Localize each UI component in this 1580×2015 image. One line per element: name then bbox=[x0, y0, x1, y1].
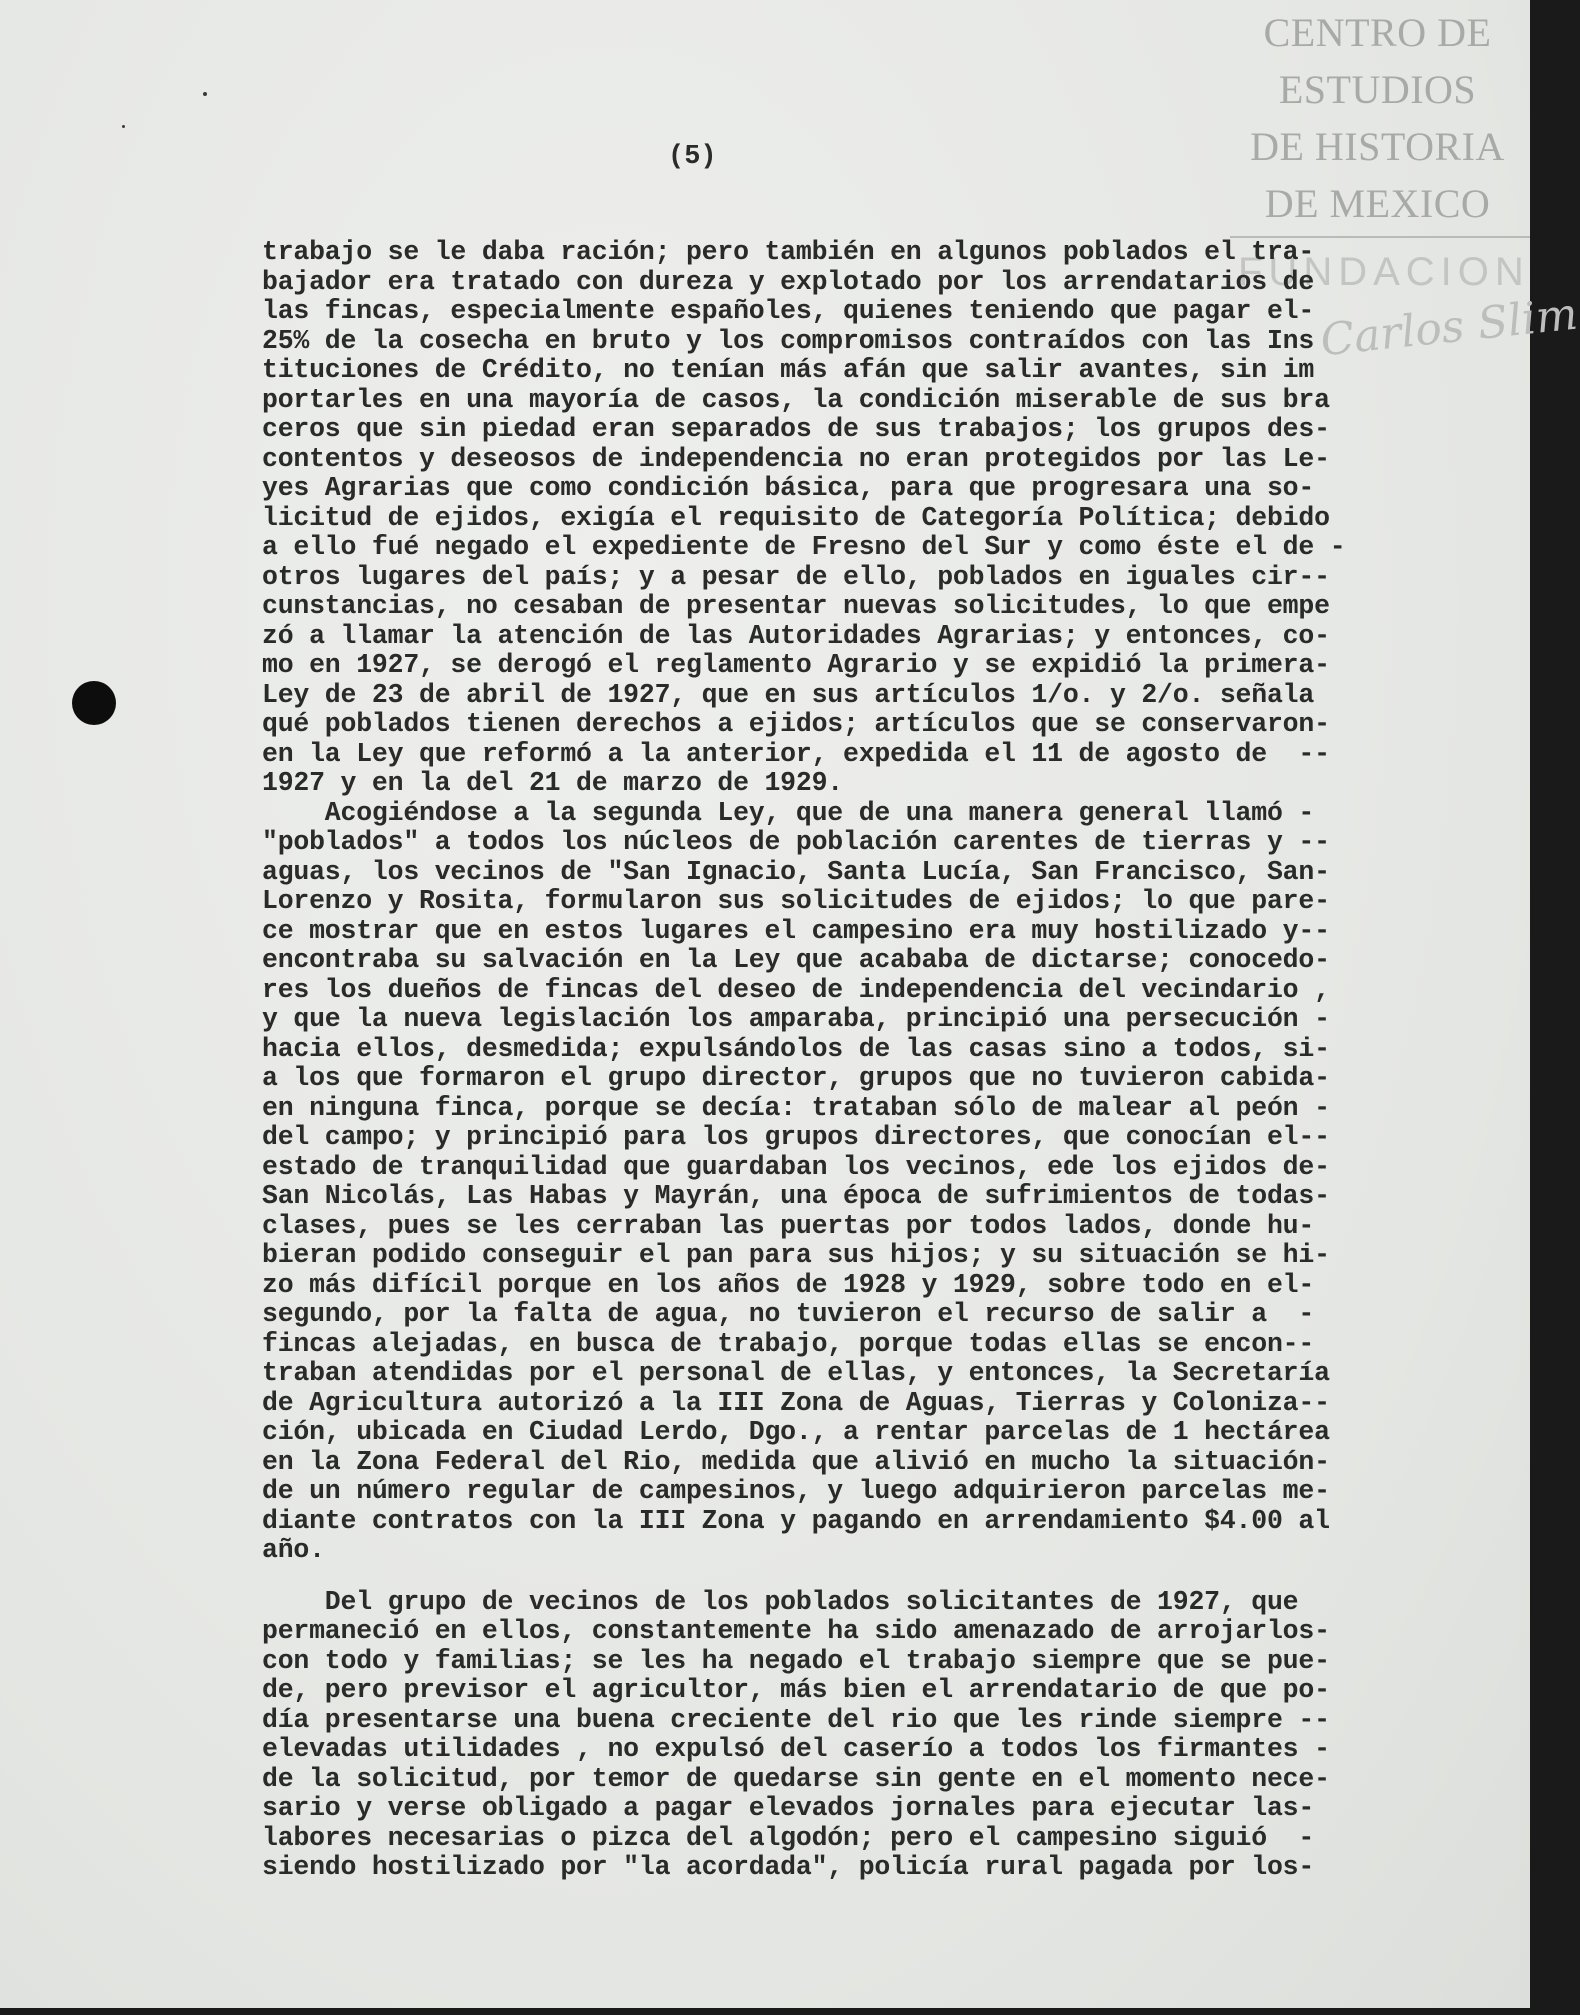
text-line: trabajo se le daba ración; pero también en algunos poblados el tra- bbox=[262, 237, 1315, 267]
watermark-line: ESTUDIOS bbox=[1278, 67, 1477, 112]
text-line: Lorenzo y Rosita, formularon sus solicitudes de ejidos; lo que pare- bbox=[262, 886, 1330, 916]
text-line: otros lugares del país; y a pesar de ello, poblados en iguales cir-- bbox=[262, 561, 1330, 592]
text-line: contentos y deseosos de independencia no eran protegidos por las Le- bbox=[262, 443, 1330, 474]
text-line: año. bbox=[262, 1535, 325, 1565]
text-line: bajador era tratado con dureza y explotado por los arrendatarios de bbox=[262, 266, 1315, 297]
watermark-signature: Carlos Slim bbox=[1318, 288, 1580, 367]
text-line: a los que formaron el grupo director, grupos que no tuvieron cabida- bbox=[262, 1063, 1330, 1093]
text-line: de, pero previsor el agricultor, más bien el arrendatario de que po- bbox=[262, 1675, 1330, 1705]
text-line: traban atendidas por el personal de ellas, y entonces, la Secretaría bbox=[262, 1358, 1330, 1388]
text-line: mo en 1927, se derogó el reglamento Agrario y se expidió la primera- bbox=[262, 650, 1330, 680]
text-line: licitud de ejidos, exigía el requisito de Categoría Política; debido bbox=[262, 502, 1330, 533]
text-line: qué poblados tienen derechos a ejidos; artículos que se conservaron- bbox=[262, 709, 1330, 739]
text-line: Acogiéndose a la segunda Ley, que de una manera general llamó - bbox=[262, 797, 1315, 828]
text-line: Ley de 23 de abril de 1927, que en sus artículos 1/o. y 2/o. señala bbox=[262, 679, 1315, 710]
paragraph bbox=[262, 238, 1494, 799]
text-line: de la solicitud, por temor de quedarse sin gente en el momento nece- bbox=[262, 1763, 1330, 1794]
text-line: de un número regular de campesinos, y luego adquirieron parcelas me- bbox=[262, 1476, 1330, 1506]
archive-watermark bbox=[1225, 4, 1530, 232]
text-line: portarles en una mayoría de casos, la condición miserable de sus bra bbox=[262, 384, 1330, 415]
paper-speck bbox=[203, 92, 207, 96]
text-line: Del grupo de vecinos de los poblados solicitantes de 1927, que bbox=[262, 1586, 1299, 1617]
watermark-foundation: FUNDACION bbox=[1238, 250, 1530, 294]
page-number: (5) bbox=[668, 142, 717, 172]
text-line: zó a llamar la atención de las Autoridades Agrarias; y entonces, co- bbox=[262, 620, 1330, 651]
text-line: ceros que sin piedad eran separados de sus trabajos; los grupos des- bbox=[262, 414, 1330, 444]
text-line: tituciones de Crédito, no tenían más afán que salir avantes, sin im bbox=[262, 355, 1315, 385]
text-line: de Agricultura autorizó a la III Zona de Aguas, Tierras y Coloniza-- bbox=[262, 1387, 1330, 1418]
text-line: aguas, los vecinos de "San Ignacio, Santa Lucía, San Francisco, San- bbox=[262, 856, 1330, 887]
text-line: res los dueños de fincas del deseo de independencia del vecindario , bbox=[262, 974, 1330, 1005]
paragraph bbox=[262, 1588, 1494, 1883]
watermark-line: DE MEXICO bbox=[1264, 181, 1491, 226]
text-line: "poblados" a todos los núcleos de población carentes de tierras y -- bbox=[262, 827, 1330, 857]
text-line: con todo y familias; se les ha negado el trabajo siempre que se pue- bbox=[262, 1645, 1330, 1676]
text-line: y que la nueva legislación los amparaba, principió una persecución - bbox=[262, 1004, 1330, 1034]
text-line: en la Zona Federal del Rio, medida que alivió en mucho la situación- bbox=[262, 1446, 1330, 1477]
text-line: en la Ley que reformó a la anterior, expedida el 11 de agosto de -- bbox=[262, 738, 1330, 769]
text-line: San Nicolás, Las Habas y Mayrán, una época de sufrimientos de todas- bbox=[262, 1181, 1330, 1211]
text-line: siendo hostilizado por "la acordada", policía rural pagada por los- bbox=[262, 1852, 1315, 1882]
text-line: en ninguna finca, porque se decía: trataban sólo de malear al peón - bbox=[262, 1092, 1330, 1123]
watermark-line: DE HISTORIA bbox=[1250, 124, 1505, 169]
document-body bbox=[262, 238, 1494, 1883]
text-line: hacia ellos, desmedida; expulsándolos de las casas sino a todos, si- bbox=[262, 1033, 1330, 1064]
text-line: bieran podido conseguir el pan para sus hijos; y su situación se hi- bbox=[262, 1240, 1330, 1270]
text-line: permaneció en ellos, constantemente ha sido amenazado de arrojarlos- bbox=[262, 1616, 1330, 1646]
text-line: 25% de la cosecha en bruto y los compromisos contraídos con las Ins bbox=[262, 325, 1315, 356]
text-line: a ello fué negado el expediente de Fresno del Sur y como éste el de - bbox=[262, 532, 1346, 562]
paragraph bbox=[262, 799, 1494, 1566]
text-line: ción, ubicada en Ciudad Lerdo, Dgo., a rentar parcelas de 1 hectárea bbox=[262, 1417, 1330, 1447]
watermark-line: CENTRO DE bbox=[1263, 10, 1492, 55]
text-line: elevadas utilidades , no expulsó del caserío a todos los firmantes - bbox=[262, 1734, 1330, 1764]
text-line: segundo, por la falta de agua, no tuvieron el recurso de salir a - bbox=[262, 1299, 1315, 1329]
text-line: sario y verse obligado a pagar elevados jornales para ejecutar las- bbox=[262, 1793, 1315, 1823]
punch-hole bbox=[72, 681, 116, 725]
text-line: cunstancias, no cesaban de presentar nuevas solicitudes, lo que empe bbox=[262, 591, 1330, 621]
paper-speck bbox=[122, 125, 125, 128]
text-line: las fincas, especialmente españoles, quienes teniendo que pagar el- bbox=[262, 296, 1315, 326]
text-line: fincas alejadas, en busca de trabajo, porque todas ellas se encon-- bbox=[262, 1328, 1315, 1359]
text-line: día presentarse una buena creciente del rio que les rinde siempre -- bbox=[262, 1704, 1330, 1735]
paragraph-gap bbox=[262, 1566, 1494, 1588]
text-line: clases, pues se les cerraban las puertas por todos lados, donde hu- bbox=[262, 1210, 1315, 1241]
text-line: labores necesarias o pizca del algodón; pero el campesino siguió - bbox=[262, 1822, 1315, 1853]
text-line: del campo; y principió para los grupos directores, que conocían el-- bbox=[262, 1122, 1330, 1152]
text-line: ce mostrar que en estos lugares el campesino era muy hostilizado y-- bbox=[262, 915, 1330, 946]
text-line: zo más difícil porque en los años de 1928 y 1929, sobre todo en el- bbox=[262, 1269, 1315, 1300]
text-line: yes Agrarias que como condición básica, para que progresara una so- bbox=[262, 473, 1315, 503]
text-line: estado de tranquilidad que guardaban los vecinos, ede los ejidos de- bbox=[262, 1151, 1330, 1182]
text-line: diante contratos con la III Zona y pagando en arrendamiento $4.00 al bbox=[262, 1505, 1330, 1536]
text-line: 1927 y en la del 21 de marzo de 1929. bbox=[262, 768, 843, 798]
text-line: encontraba su salvación en la Ley que acababa de dictarse; conocedo- bbox=[262, 945, 1330, 975]
